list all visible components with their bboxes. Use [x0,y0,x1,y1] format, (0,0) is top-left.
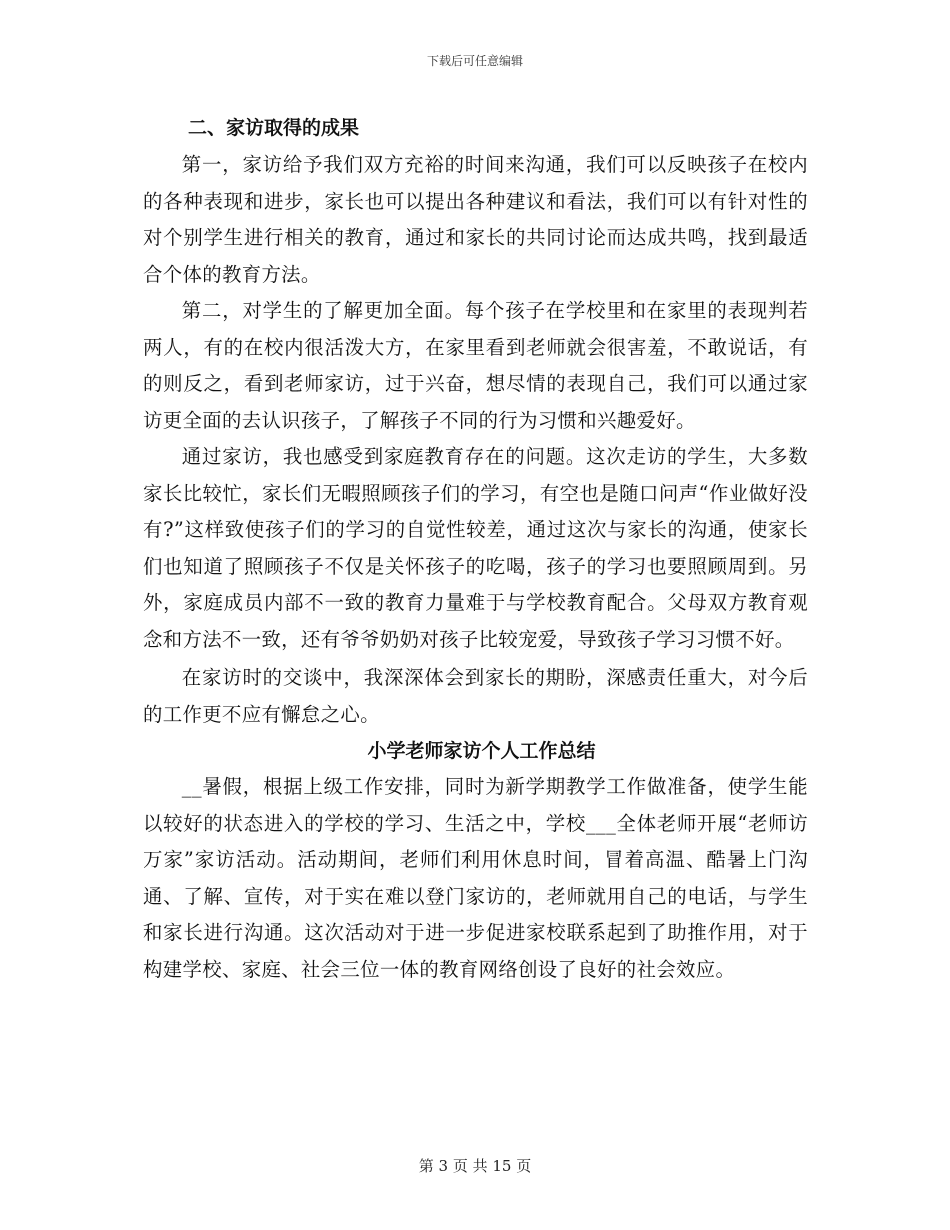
paragraph-3: 通过家访，我也感受到家庭教育存在的问题。这次走访的学生，大多数家长比较忙，家长们无暇照顾孩子们的学习，有空也是随口问声“作业做好没有?”这样致使孩子们的学习的自觉性较差，通过这次与家长的沟通，使家长们也知道了照顾孩子不仅是关怀孩子的吃喝，孩子的学习也要照顾周到。另外，家庭成员内部不一致的教育力量难于与学校教育配合。父母双方教育观念和方法不一致，还有爷爷奶奶对孩子比较宠爱，导致孩子学习习惯不好。 [143,445,808,651]
page-header: 下载后可任意编辑 [426,54,523,68]
section-heading: 二、家访取得的成果 [188,117,360,139]
document-body [143,112,808,988]
paragraph-1: 第一，家访给予我们双方充裕的时间来沟通，我们可以反映孩子在校内的各种表现和进步，家长也可以提出各种建议和看法，我们可以有针对性的对个别学生进行相关的教育，通过和家长的共同讨论而达成共鸣，找到最适合个体的教育方法。 [143,153,808,286]
paragraph-4: 在家访时的交谈中，我深深体会到家长的期盼，深感责任重大，对今后的工作更不应有懈怠之心。 [143,666,808,726]
article-paragraph: __暑假，根据上级工作安排，同时为新学期教学工作做准备，使学生能以较好的状态进入的学校的学习、生活之中，学校___全体老师开展“老师访万家”家访活动。活动期间，老师们利用休息时间，冒着高温、酷暑上门沟通、了解、宣传，对于实在难以登门家访的，老师就用自己的电话，与学生和家长进行沟通。这次活动对于进一步促进家校联系起到了助推作用，对于构建学校、家庭、社会三位一体的教育网络创设了良好的社会效应。 [143,775,808,981]
paragraph-2: 第二，对学生的了解更加全面。每个孩子在学校里和在家里的表现判若两人，有的在校内很活泼大方，在家里看到老师就会很害羞，不敢说话，有的则反之，看到老师家访，过于兴奋，想尽情的表现自己，我们可以通过家访更全面的去认识孩子，了解孩子不同的行为习惯和兴趣爱好。 [143,299,808,432]
page-footer: 第 3 页 共 15 页 [418,1157,532,1175]
article-title: 小学老师家访个人工作总结 [367,740,596,762]
